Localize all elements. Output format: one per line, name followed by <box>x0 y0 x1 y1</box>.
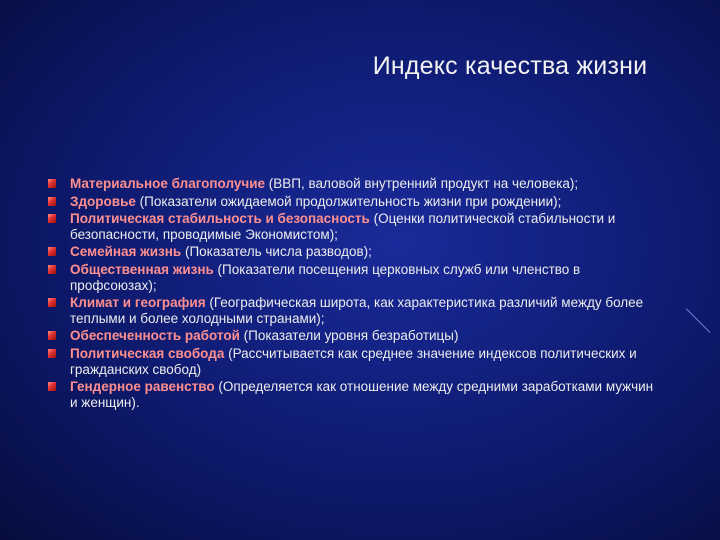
item-description: (Оценки политической стабильности и безопасности, проводимые Экономистом); <box>70 211 616 242</box>
item-description: (ВВП, валовой внутренний продукт на человека); <box>265 176 579 191</box>
item-term: Гендерное равенство <box>70 379 215 395</box>
square-bullet-icon <box>48 265 56 274</box>
item-description: (Показатели ожидаемой продолжительность жизни при рождении); <box>135 193 562 209</box>
item-description: (Рассчитывается как среднее значение индексов политических и гражданских свобод) <box>70 345 637 377</box>
list-item <box>48 194 658 210</box>
list-item <box>48 176 658 192</box>
square-bullet-icon <box>48 179 56 188</box>
item-description: (Показатели уровня безработицы) <box>239 328 459 344</box>
item-term: Общественная жизнь <box>70 261 214 277</box>
square-bullet-icon <box>48 247 56 256</box>
list-item <box>48 295 658 326</box>
bullet-list <box>48 176 658 412</box>
item-description: (Показатели посещения церковных служб или членство в профсоюзах); <box>70 261 581 293</box>
slide-title: Индекс качества жизни <box>372 52 648 80</box>
list-item <box>48 379 658 410</box>
item-term: Климат и география <box>70 295 206 311</box>
list-item <box>48 244 658 260</box>
item-term: Политическая стабильность и безопасность <box>70 211 370 227</box>
list-item <box>48 328 658 344</box>
square-bullet-icon <box>48 349 56 358</box>
square-bullet-icon <box>48 298 56 307</box>
list-item <box>48 262 658 293</box>
list-item <box>48 346 658 377</box>
item-description: (Определяется как отношение между средними заработками мужчин и женщин). <box>70 379 654 410</box>
square-bullet-icon <box>48 382 56 391</box>
item-term: Обеспеченность работой <box>70 328 240 344</box>
item-term: Политическая свобода <box>70 345 225 361</box>
item-term: Семейная жизнь <box>70 244 182 260</box>
decorative-line <box>686 308 711 333</box>
item-term: Здоровье <box>70 193 136 209</box>
list-item <box>48 211 658 242</box>
square-bullet-icon <box>48 214 56 223</box>
square-bullet-icon <box>48 331 56 340</box>
item-description: (Показатель числа разводов); <box>181 244 372 260</box>
item-description: (Географическая широта, как характеристика различий между более теплыми и более холодными странами); <box>70 295 644 326</box>
square-bullet-icon <box>48 197 56 206</box>
item-term: Материальное благополучие <box>70 176 266 191</box>
